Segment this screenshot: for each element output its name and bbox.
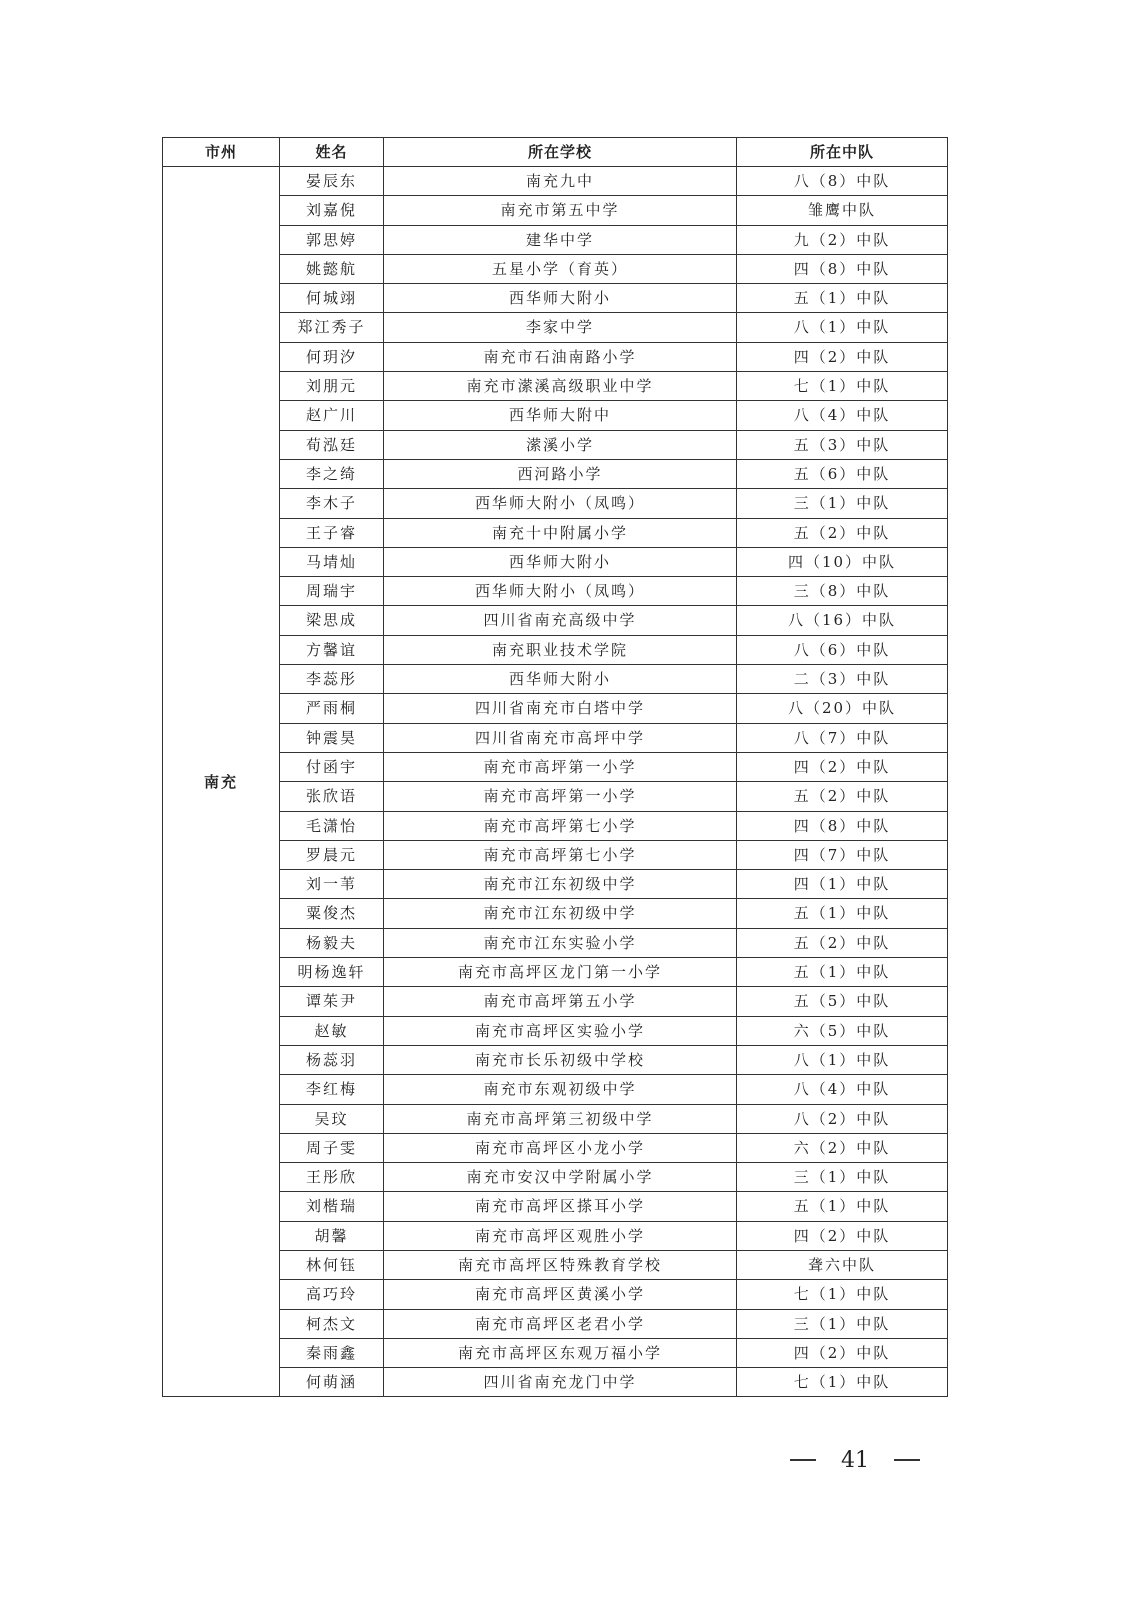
name-cell: 马埥灿 xyxy=(280,547,384,576)
squad-cell: 九（2）中队 xyxy=(737,225,948,254)
squad-cell: 八（16）中队 xyxy=(737,606,948,635)
squad-cell: 五（2）中队 xyxy=(737,518,948,547)
name-cell: 晏辰东 xyxy=(280,167,384,196)
table-row xyxy=(163,1104,948,1133)
page-footer xyxy=(790,1444,920,1476)
squad-cell: 五（1）中队 xyxy=(737,1192,948,1221)
school-cell: 南充市高坪第七小学 xyxy=(384,811,737,840)
squad-cell: 四（1）中队 xyxy=(737,870,948,899)
school-cell: 南充市高坪区龙门第一小学 xyxy=(384,958,737,987)
squad-cell: 八（7）中队 xyxy=(737,723,948,752)
school-cell: 南充市高坪第一小学 xyxy=(384,782,737,811)
name-cell: 刘一苇 xyxy=(280,870,384,899)
school-cell: 李家中学 xyxy=(384,313,737,342)
name-cell: 郑江秀子 xyxy=(280,313,384,342)
name-cell: 姚懿航 xyxy=(280,254,384,283)
name-cell: 刘朋元 xyxy=(280,372,384,401)
school-cell: 南充十中附属小学 xyxy=(384,518,737,547)
school-cell: 南充市江东初级中学 xyxy=(384,870,737,899)
name-cell: 何萌涵 xyxy=(280,1368,384,1397)
squad-cell: 雏鹰中队 xyxy=(737,196,948,225)
squad-cell: 三（1）中队 xyxy=(737,1309,948,1338)
table-row xyxy=(163,635,948,664)
table-row xyxy=(163,694,948,723)
table-row xyxy=(163,958,948,987)
school-cell: 四川省南充高级中学 xyxy=(384,606,737,635)
school-cell: 南充市高坪区观胜小学 xyxy=(384,1221,737,1250)
name-cell: 明杨逸轩 xyxy=(280,958,384,987)
right-dash xyxy=(894,1459,920,1461)
name-cell: 郭思婷 xyxy=(280,225,384,254)
squad-cell: 八（2）中队 xyxy=(737,1104,948,1133)
table-row xyxy=(163,1280,948,1309)
squad-cell: 三（8）中队 xyxy=(737,577,948,606)
name-cell: 周瑞宇 xyxy=(280,577,384,606)
table-row xyxy=(163,1133,948,1162)
squad-cell: 四（8）中队 xyxy=(737,811,948,840)
table-row xyxy=(163,372,948,401)
squad-cell: 八（4）中队 xyxy=(737,401,948,430)
name-cell: 王子睿 xyxy=(280,518,384,547)
school-cell: 南充市高坪第七小学 xyxy=(384,840,737,869)
squad-cell: 八（20）中队 xyxy=(737,694,948,723)
name-cell: 胡馨 xyxy=(280,1221,384,1250)
squad-cell: 八（1）中队 xyxy=(737,1045,948,1074)
school-cell: 西华师大附小（凤鸣） xyxy=(384,577,737,606)
table-row xyxy=(163,547,948,576)
table-row xyxy=(163,196,948,225)
name-cell: 荀泓廷 xyxy=(280,430,384,459)
name-cell: 秦雨鑫 xyxy=(280,1338,384,1367)
name-cell: 刘嘉倪 xyxy=(280,196,384,225)
squad-cell: 五（1）中队 xyxy=(737,958,948,987)
header-squad: 所在中队 xyxy=(737,138,948,167)
school-cell: 西华师大附小（凤鸣） xyxy=(384,489,737,518)
table-row xyxy=(163,782,948,811)
school-cell: 西河路小学 xyxy=(384,459,737,488)
table-row xyxy=(163,430,948,459)
school-cell: 南充市高坪区东观万福小学 xyxy=(384,1338,737,1367)
name-cell: 王彤欣 xyxy=(280,1163,384,1192)
squad-cell: 四（10）中队 xyxy=(737,547,948,576)
school-cell: 南充市长乐初级中学校 xyxy=(384,1045,737,1074)
squad-cell: 八（6）中队 xyxy=(737,635,948,664)
school-cell: 五星小学（育英） xyxy=(384,254,737,283)
squad-cell: 八（1）中队 xyxy=(737,313,948,342)
name-cell: 杨毅夫 xyxy=(280,928,384,957)
squad-cell: 四（7）中队 xyxy=(737,840,948,869)
squad-cell: 四（8）中队 xyxy=(737,254,948,283)
table-row xyxy=(163,1309,948,1338)
name-cell: 周子雯 xyxy=(280,1133,384,1162)
roster-body xyxy=(163,167,948,1397)
header-name: 姓名 xyxy=(280,138,384,167)
school-cell: 南充市高坪第五小学 xyxy=(384,987,737,1016)
name-cell: 林何钰 xyxy=(280,1250,384,1279)
table-row xyxy=(163,459,948,488)
school-cell: 南充市安汉中学附属小学 xyxy=(384,1163,737,1192)
squad-cell: 四（2）中队 xyxy=(737,1221,948,1250)
school-cell: 南充市江东实验小学 xyxy=(384,928,737,957)
school-cell: 南充市高坪第三初级中学 xyxy=(384,1104,737,1133)
school-cell: 南充市潆溪高级职业中学 xyxy=(384,372,737,401)
school-cell: 南充市高坪区黄溪小学 xyxy=(384,1280,737,1309)
school-cell: 南充市高坪区小龙小学 xyxy=(384,1133,737,1162)
table-row xyxy=(163,606,948,635)
school-cell: 南充市石油南路小学 xyxy=(384,342,737,371)
squad-cell: 四（2）中队 xyxy=(737,342,948,371)
table-row xyxy=(163,870,948,899)
table-row xyxy=(163,489,948,518)
table-row xyxy=(163,1163,948,1192)
name-cell: 谭茱尹 xyxy=(280,987,384,1016)
city-cell: 南充 xyxy=(163,167,280,1397)
squad-cell: 五（1）中队 xyxy=(737,899,948,928)
name-cell: 李之绮 xyxy=(280,459,384,488)
roster-table xyxy=(162,137,948,1397)
squad-cell: 五（1）中队 xyxy=(737,284,948,313)
name-cell: 张欣语 xyxy=(280,782,384,811)
header-row xyxy=(163,138,948,167)
squad-cell: 七（1）中队 xyxy=(737,1280,948,1309)
school-cell: 南充职业技术学院 xyxy=(384,635,737,664)
table-row xyxy=(163,987,948,1016)
name-cell: 梁思成 xyxy=(280,606,384,635)
squad-cell: 二（3）中队 xyxy=(737,665,948,694)
table-row xyxy=(163,342,948,371)
name-cell: 粟俊杰 xyxy=(280,899,384,928)
table-row xyxy=(163,811,948,840)
table-row xyxy=(163,401,948,430)
school-cell: 四川省南充市白塔中学 xyxy=(384,694,737,723)
table-row xyxy=(163,518,948,547)
name-cell: 吴玟 xyxy=(280,1104,384,1133)
header-school: 所在学校 xyxy=(384,138,737,167)
table-row xyxy=(163,313,948,342)
squad-cell: 三（1）中队 xyxy=(737,1163,948,1192)
squad-cell: 五（2）中队 xyxy=(737,782,948,811)
school-cell: 潆溪小学 xyxy=(384,430,737,459)
squad-cell: 聋六中队 xyxy=(737,1250,948,1279)
page-number: 41 xyxy=(841,1447,869,1473)
table-row xyxy=(163,840,948,869)
name-cell: 杨蕊羽 xyxy=(280,1045,384,1074)
table-row xyxy=(163,899,948,928)
name-cell: 毛潇怡 xyxy=(280,811,384,840)
school-cell: 四川省南充市高坪中学 xyxy=(384,723,737,752)
school-cell: 南充市第五中学 xyxy=(384,196,737,225)
name-cell: 何城翊 xyxy=(280,284,384,313)
table-row xyxy=(163,752,948,781)
name-cell: 赵广川 xyxy=(280,401,384,430)
squad-cell: 七（1）中队 xyxy=(737,1368,948,1397)
squad-cell: 五（2）中队 xyxy=(737,928,948,957)
name-cell: 刘楷瑞 xyxy=(280,1192,384,1221)
squad-cell: 八（4）中队 xyxy=(737,1075,948,1104)
school-cell: 西华师大附小 xyxy=(384,665,737,694)
table-row xyxy=(163,284,948,313)
school-cell: 西华师大附中 xyxy=(384,401,737,430)
name-cell: 柯杰文 xyxy=(280,1309,384,1338)
school-cell: 建华中学 xyxy=(384,225,737,254)
name-cell: 赵敏 xyxy=(280,1016,384,1045)
squad-cell: 六（2）中队 xyxy=(737,1133,948,1162)
squad-cell: 七（1）中队 xyxy=(737,372,948,401)
name-cell: 高巧玲 xyxy=(280,1280,384,1309)
name-cell: 李红梅 xyxy=(280,1075,384,1104)
table-row xyxy=(163,225,948,254)
squad-cell: 五（5）中队 xyxy=(737,987,948,1016)
table-row xyxy=(163,723,948,752)
table-row xyxy=(163,665,948,694)
squad-cell: 五（6）中队 xyxy=(737,459,948,488)
table-row xyxy=(163,167,948,196)
squad-cell: 三（1）中队 xyxy=(737,489,948,518)
table-row xyxy=(163,1192,948,1221)
name-cell: 严雨桐 xyxy=(280,694,384,723)
name-cell: 李蕊彤 xyxy=(280,665,384,694)
table-row xyxy=(163,928,948,957)
left-dash xyxy=(790,1459,816,1461)
school-cell: 南充九中 xyxy=(384,167,737,196)
school-cell: 四川省南充龙门中学 xyxy=(384,1368,737,1397)
table-row xyxy=(163,577,948,606)
squad-cell: 五（3）中队 xyxy=(737,430,948,459)
name-cell: 钟震昊 xyxy=(280,723,384,752)
school-cell: 西华师大附小 xyxy=(384,547,737,576)
school-cell: 南充市高坪区老君小学 xyxy=(384,1309,737,1338)
table-row xyxy=(163,1221,948,1250)
table-row xyxy=(163,254,948,283)
school-cell: 南充市江东初级中学 xyxy=(384,899,737,928)
school-cell: 西华师大附小 xyxy=(384,284,737,313)
squad-cell: 六（5）中队 xyxy=(737,1016,948,1045)
header-city: 市州 xyxy=(163,138,280,167)
name-cell: 李木子 xyxy=(280,489,384,518)
school-cell: 南充市东观初级中学 xyxy=(384,1075,737,1104)
name-cell: 方馨谊 xyxy=(280,635,384,664)
table-row xyxy=(163,1016,948,1045)
school-cell: 南充市高坪区实验小学 xyxy=(384,1016,737,1045)
table-row xyxy=(163,1250,948,1279)
name-cell: 何玥汐 xyxy=(280,342,384,371)
school-cell: 南充市高坪区特殊教育学校 xyxy=(384,1250,737,1279)
school-cell: 南充市高坪区搽耳小学 xyxy=(384,1192,737,1221)
squad-cell: 四（2）中队 xyxy=(737,1338,948,1367)
school-cell: 南充市高坪第一小学 xyxy=(384,752,737,781)
table-row xyxy=(163,1368,948,1397)
table-row xyxy=(163,1075,948,1104)
name-cell: 罗晨元 xyxy=(280,840,384,869)
table-row xyxy=(163,1045,948,1074)
squad-cell: 八（8）中队 xyxy=(737,167,948,196)
squad-cell: 四（2）中队 xyxy=(737,752,948,781)
name-cell: 付函宇 xyxy=(280,752,384,781)
table-row xyxy=(163,1338,948,1367)
